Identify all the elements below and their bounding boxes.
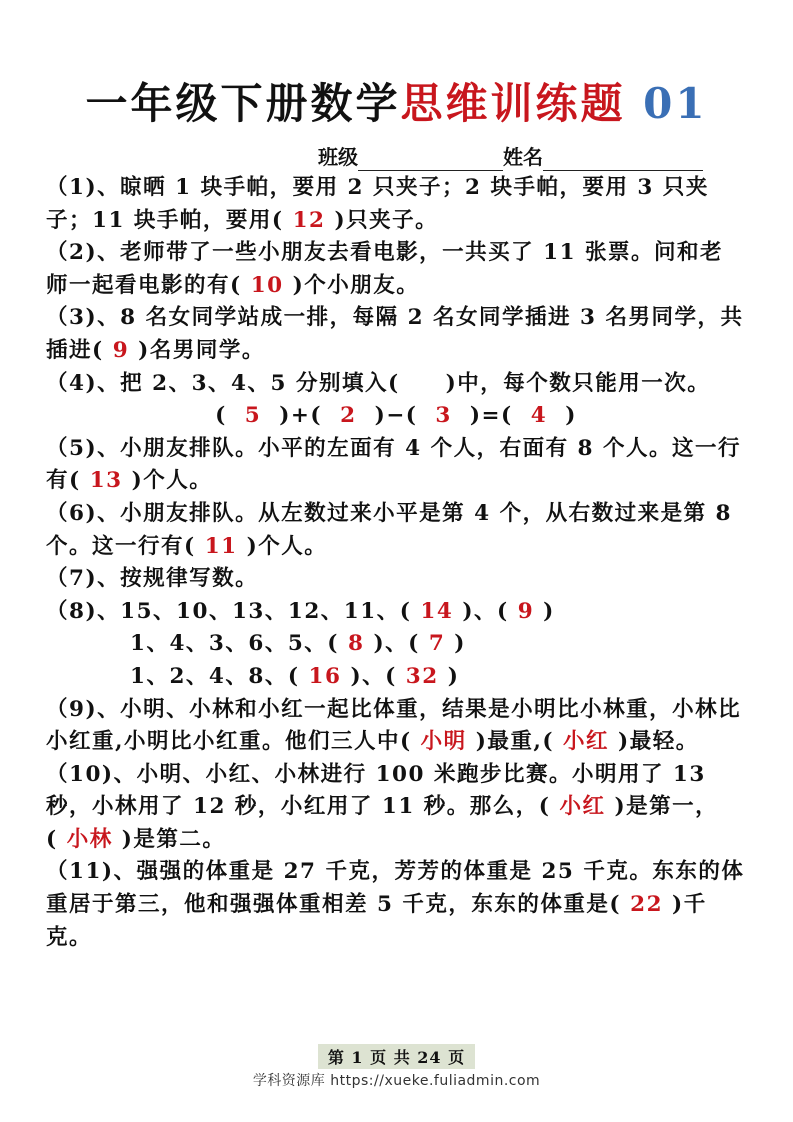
question-4: （4)、把 2、3、4、5 分别填入( )中，每个数只能用一次。	[46, 370, 711, 396]
title-training: 思维训练题	[400, 79, 626, 128]
question-8-row-2: 1、4、3、6、5、( 8 )、( 7 )	[130, 631, 466, 657]
answer-11: 22	[630, 892, 664, 918]
answer-8-1a: 14	[420, 598, 454, 624]
answer-9a: 小明	[420, 729, 467, 755]
name-class-bar	[318, 143, 738, 171]
answer-8-2a: 8	[347, 631, 365, 657]
answer-10a: 小红	[559, 794, 606, 820]
answer-2: 10	[250, 272, 284, 298]
answer-3: 9	[112, 337, 130, 363]
question-8-row-3: 1、2、4、8、( 16 )、( 32 )	[130, 663, 460, 689]
worksheet-title	[0, 76, 793, 132]
question-1: （1)、晾晒 1 块手帕，要用 2 只夹子；2 块手帕，要用 3 只夹子；11 块手帕，要用( 12 )只夹子。	[46, 175, 709, 233]
question-3: （3)、8 名女同学站成一排，每隔 2 名女同学插进 3 名男同学，共插进( 9 )名男同学。	[46, 305, 744, 363]
class-blank-line[interactable]	[358, 148, 503, 171]
name-blank-line[interactable]	[543, 148, 703, 171]
question-6: （6)、小朋友排队。从左数过来小平是第 4 个，从右数过来是第 8 个。这一行有( 11 )个人。	[46, 500, 733, 559]
answer-1: 12	[292, 207, 326, 233]
source-watermark: 学科资源库 https://xueke.fuliadmin.com	[252, 1073, 541, 1089]
page-number: 第 1 页 共 24 页	[318, 1044, 475, 1069]
answer-8-1b: 9	[517, 598, 535, 624]
page-footer	[0, 1044, 793, 1069]
question-5: （5)、小朋友排队。小平的左面有 4 个人，右面有 8 个人。这一行有( 13 )个人。	[46, 435, 741, 494]
question-9: （9)、小明、小林和小红一起比体重，结果是小明比小林重，小林比小红重,小明比小红重。他们三人中( 小明 )最重,( 小红 )最轻。	[46, 696, 742, 755]
answer-8-2b: 7	[428, 631, 446, 657]
answer-8-3a: 16	[308, 663, 342, 689]
question-2: （2)、老师带了一些小朋友去看电影，一共买了 11 张票。问和老师一起看电影的有( 10 )个小朋友。	[46, 240, 724, 298]
answer-5: 13	[89, 468, 123, 494]
answer-4a: 5	[244, 403, 262, 429]
class-label: 班级	[318, 145, 358, 169]
answer-4c: 3	[435, 403, 452, 429]
question-4-equation: ( 5 )+( 2 )−( 3 )=( 4 )	[215, 403, 577, 429]
answer-10b: 小林	[66, 826, 113, 852]
answer-8-3b: 32	[405, 663, 439, 689]
name-label: 姓名	[503, 145, 543, 169]
title-grade: 一年级下册数学	[85, 79, 401, 128]
question-8-row-1: （8)、15、10、13、12、11、( 14 )、( 9 )	[46, 598, 555, 624]
title-number: 01	[643, 79, 708, 128]
question-list	[46, 172, 746, 954]
answer-6: 11	[204, 533, 238, 559]
question-7: （7)、按规律写数。	[46, 566, 259, 592]
question-11: （11)、强强的体重是 27 千克，芳芳的体重是 25 千克。东东的体重居于第三，他和强强体重相差 5 千克，东东的体重是( 22 )千克。	[46, 859, 745, 950]
answer-9b: 小红	[563, 729, 610, 755]
question-10: （10)、小明、小红、小林进行 100 米跑步比赛。小明用了 13 秒，小林用了 12 秒，小红用了 11 秒。那么，( 小红 )是第一，( 小林 )是第二。	[46, 761, 719, 852]
answer-4b: 2	[340, 403, 357, 429]
answer-4d: 4	[530, 403, 548, 429]
